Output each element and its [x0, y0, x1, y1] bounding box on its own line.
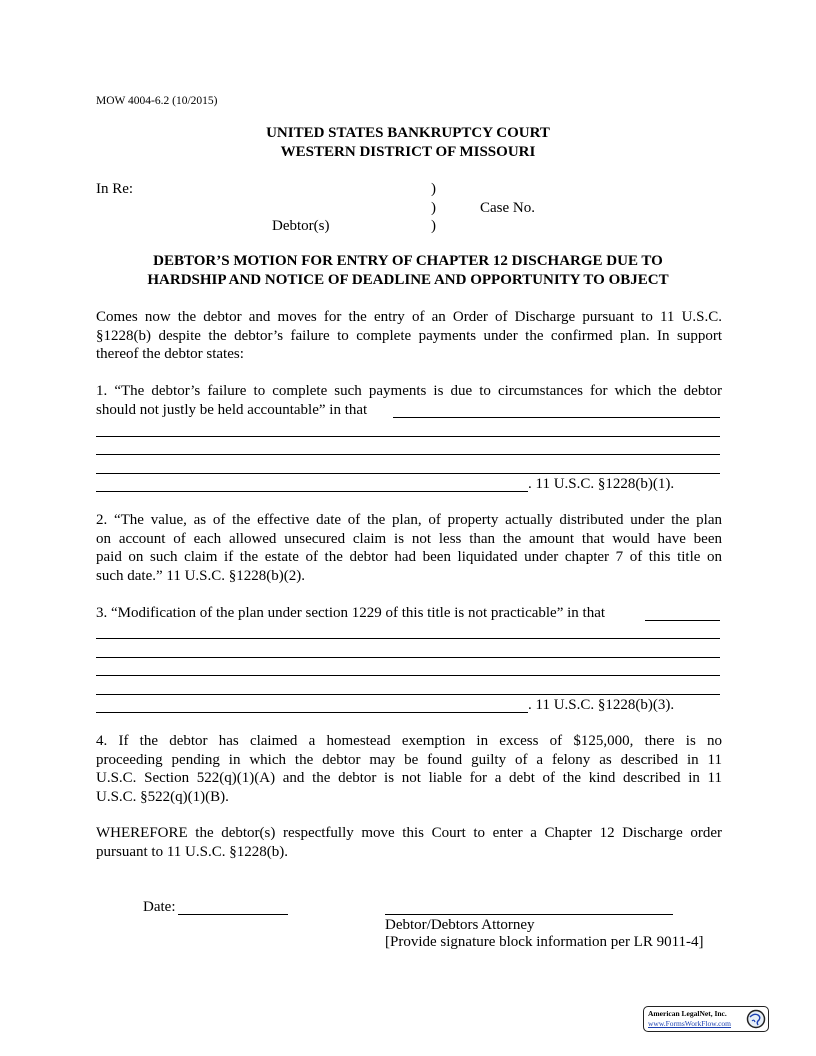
text-line: 1. “The debtor’s failure to complete such payments is due to circumstances for which the debtor: [96, 383, 722, 399]
text-line: such date.” 11 U.S.C. §1228(b)(2).: [96, 567, 305, 584]
text-line: thereof the debtor states:: [96, 346, 244, 362]
item-1-blank[interactable]: [96, 454, 720, 455]
court-district: WESTERN DISTRICT OF MISSOURI: [280, 144, 536, 160]
item-1-blank[interactable]: [96, 473, 720, 474]
date-field[interactable]: [178, 914, 288, 915]
item-4: [96, 732, 722, 806]
text-line: Comes now the debtor and moves for the entry of an Order of Discharge pursuant to 11 U.S.C.: [96, 309, 722, 325]
intro-paragraph: [96, 308, 722, 364]
text-line: U.S.C. §522(q)(1)(B).: [96, 788, 229, 805]
attorney-label: Debtor/Debtors Attorney: [385, 917, 535, 933]
date-label: Date:: [143, 899, 176, 915]
text-line: U.S.C. Section 522(q)(1)(A) and the debtor is not liable for a debt of the kind described in 11: [96, 770, 722, 786]
item-3-blank[interactable]: [96, 675, 720, 676]
item-3-blank[interactable]: [96, 638, 720, 639]
text-line: pursuant to 11 U.S.C. §1228(b).: [96, 843, 288, 860]
item-3-citation: . 11 U.S.C. §1228(b)(3).: [528, 697, 675, 713]
signature-line[interactable]: [385, 914, 673, 915]
item-1-blank[interactable]: [96, 436, 720, 437]
item-2: [96, 511, 722, 585]
logo-url-link[interactable]: www.FormsWorkFlow.com: [648, 1019, 732, 1028]
item-3-text: 3. “Modification of the plan under section 1229 of this title is not practicable” in that: [96, 605, 606, 621]
american-legalnet-logo: [643, 1006, 769, 1032]
item-3-blank[interactable]: [96, 657, 720, 658]
motion-title-line2: HARDSHIP AND NOTICE OF DEADLINE AND OPPORTUNITY TO OBJECT: [147, 272, 669, 288]
debtor-label: Debtor(s): [272, 218, 330, 234]
item-3-blank[interactable]: [96, 694, 720, 695]
text-line: should not justly be held accountable” in that: [96, 401, 368, 418]
item-1: [96, 382, 722, 419]
text-line: on account of each allowed unsecured claim is not less than the amount that would have been: [96, 530, 722, 547]
signature-note: [Provide signature block information per LR 9011-4]: [385, 934, 704, 950]
text-line: §1228(b) despite the debtor’s failure to complete payments under the confirmed plan. In support: [96, 327, 722, 344]
logo-company-name: American LegalNet, Inc.: [648, 1009, 727, 1018]
item-1-blank[interactable]: [96, 491, 528, 492]
caption-paren: ): [431, 200, 436, 216]
form-id: MOW 4004-6.2 (10/2015): [96, 95, 218, 107]
case-no-label: Case No.: [480, 200, 535, 216]
motion-title-line1: DEBTOR’S MOTION FOR ENTRY OF CHAPTER 12 DISCHARGE DUE TO: [153, 253, 663, 269]
text-line: 4. If the debtor has claimed a homestead exemption in excess of $125,000, there is no: [96, 733, 722, 749]
text-line: WHEREFORE the debtor(s) respectfully move this Court to enter a Chapter 12 Discharge order: [96, 825, 722, 841]
text-line: proceeding pending in which the debtor may be found guilty of a felony as described in 11: [96, 751, 722, 768]
text-line: paid on such claim if the estate of the debtor had been liquidated under chapter 7 of this title on: [96, 549, 722, 565]
globe-icon: [746, 1009, 766, 1029]
item-1-citation: . 11 U.S.C. §1228(b)(1).: [528, 476, 675, 492]
item-3-blank[interactable]: [96, 712, 528, 713]
caption-paren: ): [431, 218, 436, 234]
text-line: 2. “The value, as of the effective date of the plan, of property actually distributed under the plan: [96, 512, 722, 528]
item-3-blank[interactable]: [645, 620, 720, 621]
in-re-label: In Re:: [96, 181, 134, 197]
item-1-blank[interactable]: [393, 417, 720, 418]
court-name: UNITED STATES BANKRUPTCY COURT: [266, 125, 550, 141]
caption-paren: ): [431, 181, 436, 197]
wherefore-paragraph: [96, 824, 722, 861]
